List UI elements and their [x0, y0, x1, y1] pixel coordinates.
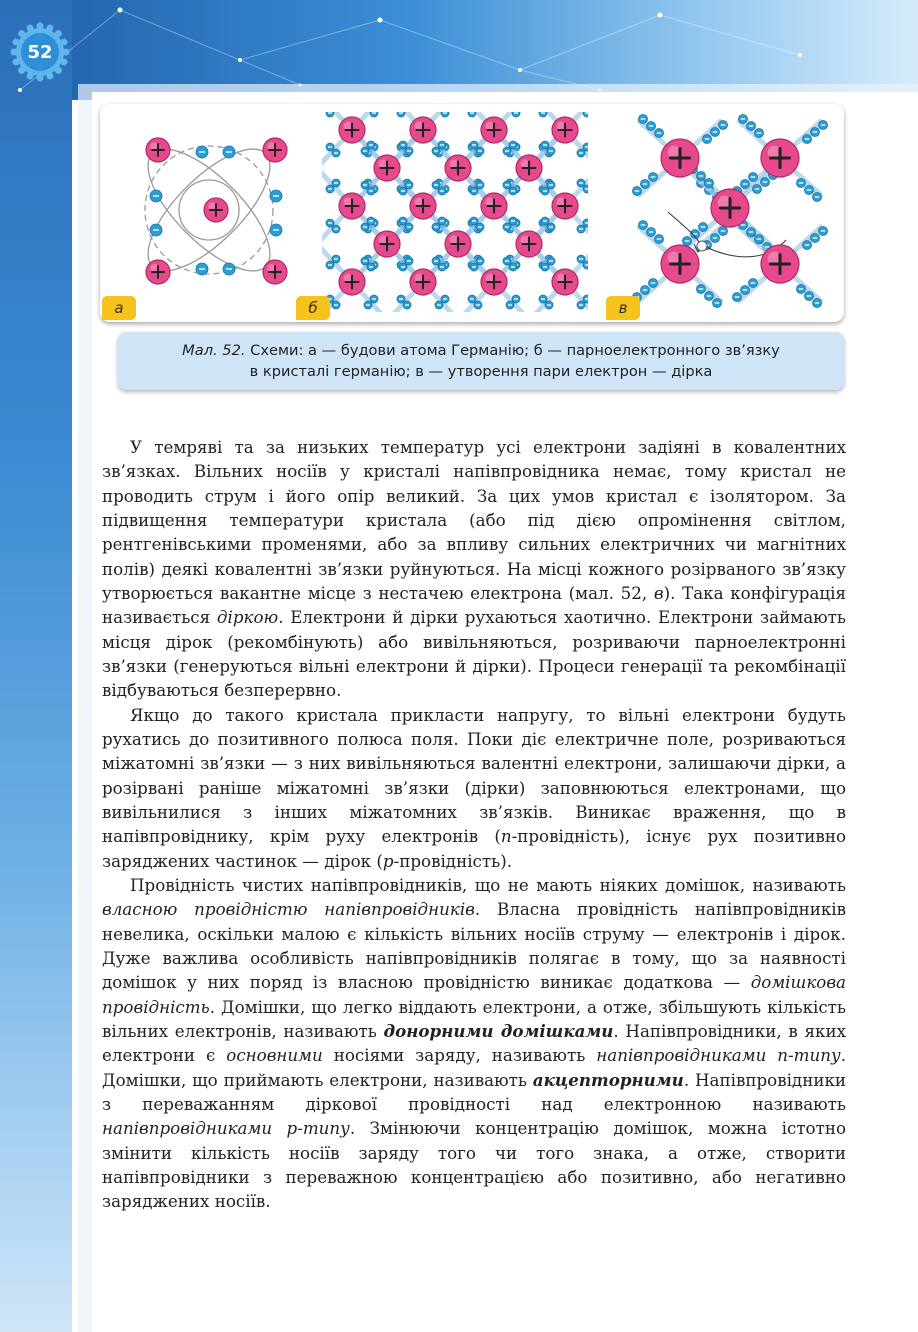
electron-icon	[703, 135, 712, 144]
nucleus-icon	[552, 269, 578, 295]
nucleus-icon	[374, 155, 400, 181]
electron-icon	[819, 121, 828, 130]
electron-icon	[755, 129, 764, 138]
nucleus-icon	[339, 269, 365, 295]
electron-icon	[711, 128, 720, 137]
electron-icon	[509, 217, 517, 225]
electron-icon	[397, 295, 405, 303]
electron-icon	[150, 224, 162, 236]
electron-icon	[332, 301, 340, 309]
electron-icon	[432, 181, 440, 189]
electron-icon	[364, 301, 372, 309]
electron-icon	[270, 224, 282, 236]
electron-icon	[683, 237, 692, 246]
electron-icon	[476, 257, 484, 265]
electron-icon	[741, 286, 750, 295]
nucleus-icon	[552, 193, 578, 219]
electron-icon	[405, 147, 413, 155]
electron-icon	[811, 234, 820, 243]
panel-label-v: в	[606, 296, 640, 320]
electron-icon	[503, 257, 511, 265]
electron-icon	[509, 141, 517, 149]
electron-icon	[476, 223, 484, 231]
electron-icon	[539, 295, 547, 303]
electron-icon	[512, 295, 520, 303]
nucleus-icon	[339, 117, 365, 143]
electron-icon	[361, 147, 369, 155]
electron-icon	[655, 235, 664, 244]
electron-icon	[803, 135, 812, 144]
nucleus-icon	[445, 155, 471, 181]
electron-icon	[326, 143, 334, 151]
panel-label-a: а	[102, 296, 136, 320]
electron-icon	[547, 223, 555, 231]
electron-icon	[399, 187, 407, 195]
panel-label-b: б	[296, 296, 330, 320]
electron-icon	[196, 146, 208, 158]
figure-caption	[118, 332, 844, 390]
electron-icon	[509, 187, 517, 195]
paragraph-3: Провідність чистих напівпровідників, що не мають ніяких домішок, називають власною провідністю напівпровідників. Власна провідність напівпровідників невелика, оскільки малою є кількість вільних носіїв струму — електронів і дірок. Дуже важлива особливість напівпровідників полягає в тому, що за наявності домішок у них поряд із власною провідністю виникає додаткова — домішкова провідність. Домішки, що легко віддають електрони, а отже, збільшують кількість вільних електронів, називають донорними домішками. Напівпровідники, в яких електрони є основними носіями заряду, називають напівпровідниками n-типу. Домішки, що приймають електрони, називають акцепторними. Напівпровідники з переважанням діркової провідності над електронною називають напівпровідниками p-типу. Змінюючи концентрацію домішок, можна істотно змінити кількість носіїв заряду того чи того знака, а отже, створити напівпровідники з переважною концентрацією або позитивно, або негативно заряджених носіїв.	[102, 874, 847, 1212]
electron-icon	[399, 217, 407, 225]
electron-icon	[547, 257, 555, 265]
electron-icon	[405, 181, 413, 189]
electron-icon	[403, 301, 411, 309]
electron-icon	[367, 141, 375, 149]
electron-icon	[639, 115, 648, 124]
electron-icon	[583, 143, 588, 151]
hole-marker	[697, 241, 707, 251]
electron-icon	[370, 295, 378, 303]
electron-icon	[739, 115, 748, 124]
electron-icon	[577, 301, 585, 309]
electron-icon	[506, 301, 514, 309]
electron-icon	[332, 225, 340, 233]
electron-icon	[432, 223, 440, 231]
nucleus-icon	[263, 138, 287, 162]
electron-icon	[811, 128, 820, 137]
electron-icon	[397, 112, 405, 117]
electron-icon	[797, 285, 806, 294]
electron-icon	[541, 187, 549, 195]
electron-icon	[797, 179, 806, 188]
electron-icon	[438, 141, 446, 149]
electron-icon	[805, 186, 814, 195]
electron-icon	[438, 187, 446, 195]
electron-icon	[367, 187, 375, 195]
electron-icon	[476, 181, 484, 189]
nucleus-icon	[339, 193, 365, 219]
electron-icon	[761, 178, 770, 187]
electron-icon	[196, 263, 208, 275]
nucleus-icon	[374, 231, 400, 257]
electron-icon	[805, 292, 814, 301]
nucleus-icon	[146, 260, 170, 284]
electron-icon	[711, 234, 720, 243]
electron-icon	[332, 255, 340, 263]
electron-icon	[633, 187, 642, 196]
page-number: 52	[27, 41, 53, 63]
electron-icon	[405, 257, 413, 265]
electron-icon	[370, 112, 378, 117]
nucleus-icon	[146, 138, 170, 162]
electron-icon	[655, 129, 664, 138]
electron-icon	[649, 173, 658, 182]
electron-icon	[547, 181, 555, 189]
electron-icon	[441, 112, 449, 117]
electron-icon	[438, 263, 446, 271]
electron-icon	[468, 112, 476, 117]
electron-icon	[719, 121, 728, 130]
nucleus-icon	[410, 193, 436, 219]
nucleus-icon	[516, 231, 542, 257]
crystal-lattice-diagram	[322, 112, 588, 312]
paragraph-2: Якщо до такого кристала прикласти напругу, то вільні електрони будуть рухатись до позитивного полюса поля. Поки діє електричне поле, розриваються міжатомні зв’язки — з них вивільняються валентні електрони, залишаючи дірки, а розірвані раніше міжатомні зв’язки (дірки) заповнюються електронами, що вивільнилися з інших міжатомних зв’язків. Виникає враження, що в напівпровіднику, крім руху електронів (n-провідність), існує рух позитивно заряджених частинок — дірок (p-провідність).	[102, 704, 846, 871]
nucleus-icon	[661, 245, 699, 283]
electron-icon	[361, 223, 369, 231]
nucleus-icon	[761, 245, 799, 283]
electron-hole-diagram	[628, 112, 838, 312]
electron-icon	[399, 263, 407, 271]
electron-icon	[697, 172, 706, 181]
nucleus-icon	[481, 193, 507, 219]
nucleus-icon	[516, 155, 542, 181]
side-background	[0, 0, 72, 1332]
electron-icon	[713, 299, 722, 308]
electron-icon	[503, 223, 511, 231]
electron-icon	[432, 147, 440, 155]
electron-icon	[577, 149, 585, 157]
electron-icon	[583, 295, 588, 303]
electron-icon	[468, 295, 476, 303]
nucleus-icon	[761, 139, 799, 177]
electron-icon	[813, 299, 822, 308]
electron-icon	[438, 217, 446, 225]
paragraph-1: У темряві та за низьких температур усі електрони задіяні в ковалентних зв’язках. Вільних носіїв у кристалі напівпровідника немає, тому кристал не проводить струм і його опір великий. За цих умов кристал є ізолятором. За підвищення температури кристала (або під дією опромінення світлом, рентгенівськими променями, або за впливу сильних електричних чи магнітних полів) деякі ковалентні зв’язки руйнуються. На місці кожного розірваного зв’язку утворюється вакантне місце з нестачею електрона (мал. 52, в). Така конфігурація називається діркою. Електрони й дірки рухаються хаотично. Електрони займають місця дірок (рекомбінують) або вивільняються, розриваючи парноелектронні зв’язки (генеруються вільні електрони й дірки). Процеси генерації та рекомбінації відбуваються безперервно.	[102, 437, 846, 701]
electron-icon	[755, 235, 764, 244]
nucleus-icon	[410, 117, 436, 143]
nucleus-icon	[204, 198, 228, 222]
electron-icon	[705, 292, 714, 301]
electron-icon	[545, 301, 553, 309]
electron-icon	[719, 227, 728, 236]
nucleus-icon	[552, 117, 578, 143]
electron-icon	[577, 255, 585, 263]
electron-icon	[699, 223, 708, 232]
electron-icon	[819, 227, 828, 236]
electron-icon	[150, 190, 162, 202]
electron-icon	[470, 217, 478, 225]
electron-icon	[813, 193, 822, 202]
atom-structure-diagram	[124, 112, 294, 312]
electron-icon	[367, 217, 375, 225]
electron-icon	[577, 225, 585, 233]
electron-icon	[470, 187, 478, 195]
electron-icon	[705, 179, 714, 188]
electron-icon	[697, 285, 706, 294]
electron-icon	[747, 122, 756, 131]
electron-icon	[367, 263, 375, 271]
electron-icon	[470, 263, 478, 271]
electron-icon	[326, 185, 334, 193]
electron-icon	[509, 263, 517, 271]
nucleus-icon	[711, 189, 749, 227]
electron-icon	[441, 295, 449, 303]
nucleus-icon	[661, 139, 699, 177]
electron-icon	[432, 257, 440, 265]
electron-icon	[270, 190, 282, 202]
electron-icon	[361, 181, 369, 189]
electron-icon	[641, 286, 650, 295]
electron-icon	[512, 112, 520, 117]
nucleus-icon	[263, 260, 287, 284]
caption-line-1: Схеми: а — будови атома Германію; б — парноелектронного зв’язку	[250, 342, 780, 359]
electron-icon	[470, 141, 478, 149]
electron-icon	[749, 279, 758, 288]
electron-icon	[326, 219, 334, 227]
electron-icon	[474, 301, 482, 309]
electron-icon	[399, 141, 407, 149]
electron-icon	[541, 141, 549, 149]
electron-icon	[361, 257, 369, 265]
body-text	[102, 435, 846, 1214]
electron-icon	[803, 241, 812, 250]
electron-icon	[332, 179, 340, 187]
electron-icon	[747, 228, 756, 237]
nucleus-icon	[481, 269, 507, 295]
electron-icon	[753, 185, 762, 194]
electron-icon	[326, 112, 334, 117]
electron-icon	[223, 263, 235, 275]
electron-icon	[733, 293, 742, 302]
electron-icon	[539, 112, 547, 117]
nucleus-icon	[445, 231, 471, 257]
caption-line-2: в кристалі германію; в — утворення пари електрон — дірка	[249, 363, 713, 380]
electron-icon	[223, 146, 235, 158]
electron-icon	[476, 147, 484, 155]
electron-icon	[577, 179, 585, 187]
electron-icon	[326, 261, 334, 269]
caption-label: Мал. 52.	[182, 342, 246, 359]
electron-icon	[503, 147, 511, 155]
electron-icon	[749, 173, 758, 182]
electron-icon	[647, 228, 656, 237]
electron-icon	[332, 149, 340, 157]
electron-icon	[649, 279, 658, 288]
electron-icon	[639, 221, 648, 230]
electron-icon	[641, 180, 650, 189]
electron-icon	[547, 147, 555, 155]
electron-icon	[405, 223, 413, 231]
nucleus-icon	[481, 117, 507, 143]
electron-icon	[647, 122, 656, 131]
electron-icon	[435, 301, 443, 309]
electron-icon	[583, 219, 588, 227]
electron-icon	[541, 263, 549, 271]
electron-icon	[583, 112, 588, 117]
electron-icon	[541, 217, 549, 225]
electron-icon	[503, 181, 511, 189]
nucleus-icon	[410, 269, 436, 295]
electron-icon	[741, 180, 750, 189]
